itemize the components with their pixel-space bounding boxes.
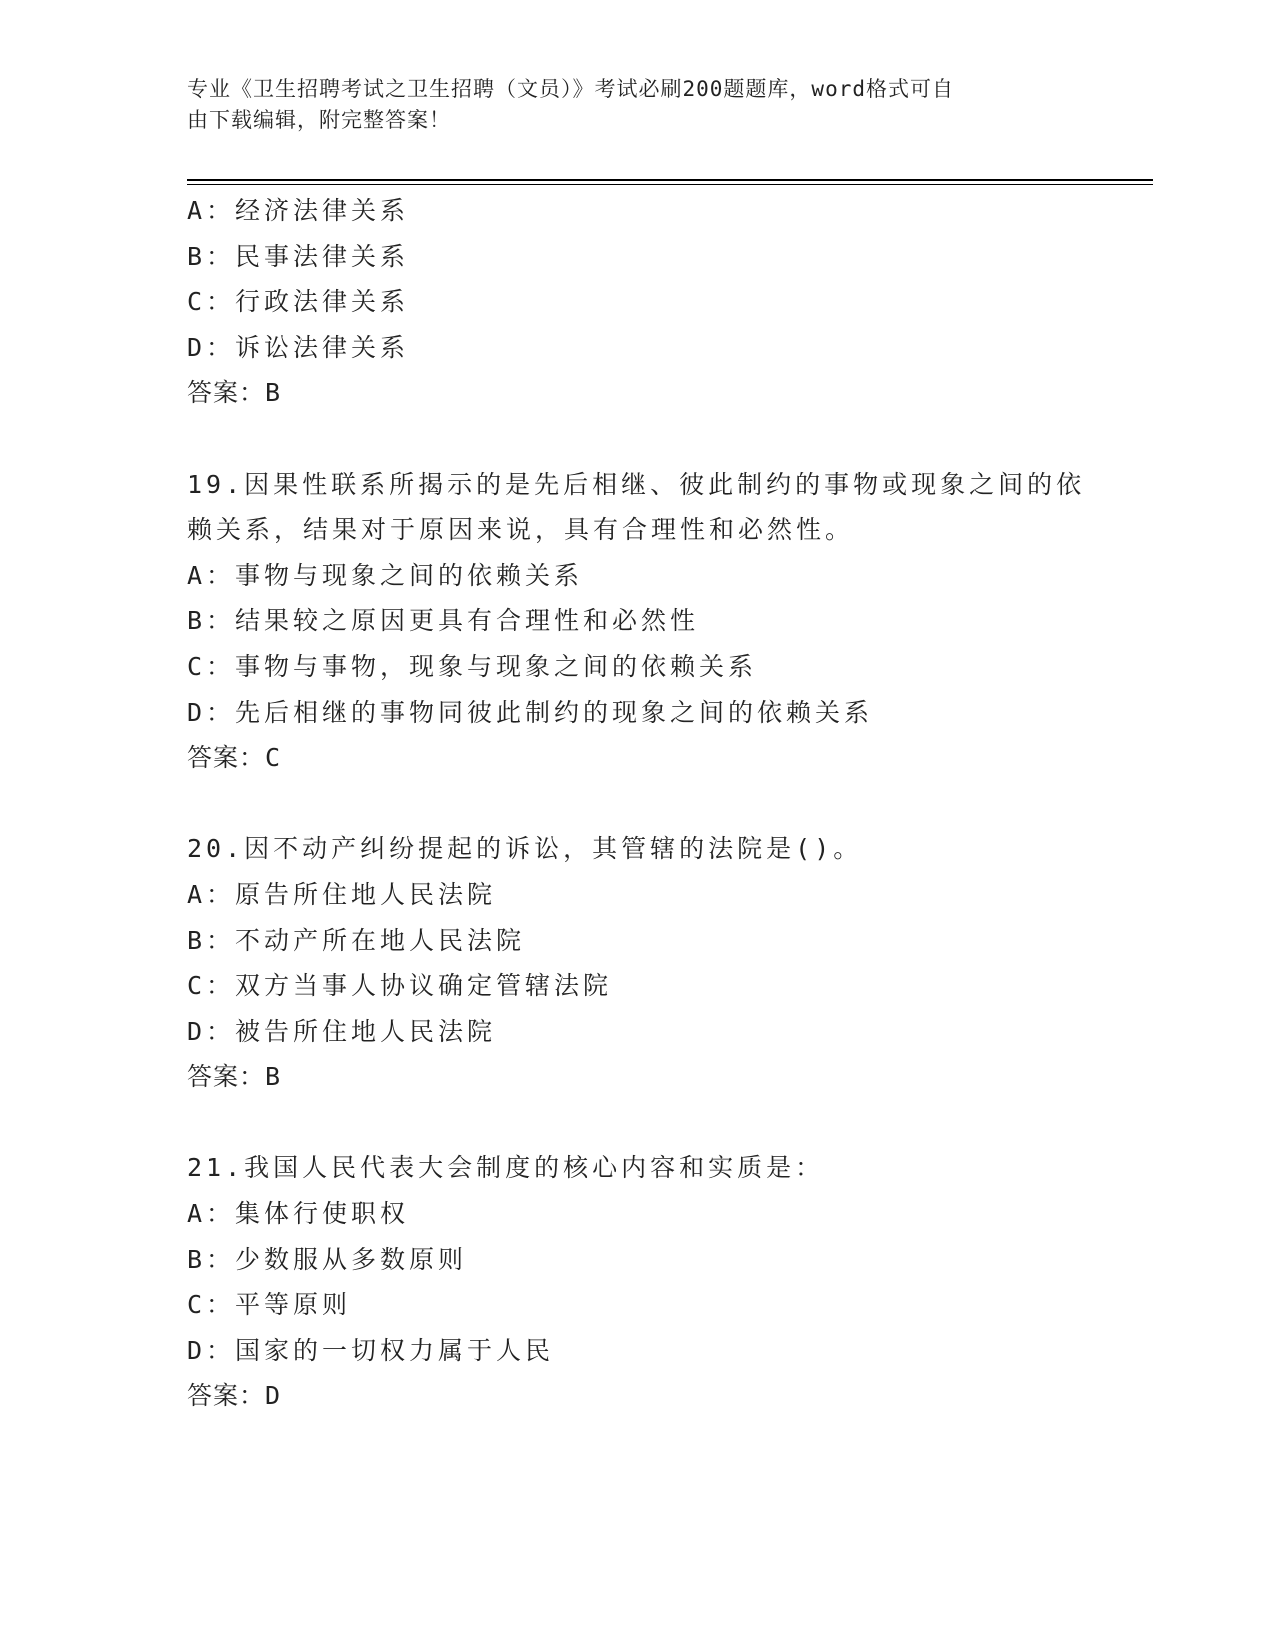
option-a: A：集体行使职权 [187,1199,410,1229]
option-c: C：平等原则 [187,1290,352,1320]
document-header [187,74,1067,136]
question-stem: 19.因果性联系所揭示的是先后相继、彼此制约的事物或现象之间的依 [187,469,1086,499]
option-b: B：少数服从多数原则 [187,1244,468,1274]
option-b: B：结果较之原因更具有合理性和必然性 [187,606,700,636]
option-b: B：不动产所在地人民法院 [187,925,526,955]
answer-line: 答案：D [187,1381,282,1411]
question-stem: 21.我国人民代表大会制度的核心内容和实质是： [187,1153,825,1183]
option-a: A：原告所住地人民法院 [187,879,497,909]
answer-line: 答案：B [187,1062,282,1092]
answer-line: 答案：B [187,378,282,408]
spacer [187,416,1087,462]
option-c: C：行政法律关系 [187,287,410,317]
option-a: A：经济法律关系 [187,196,410,225]
option-c: C：事物与事物，现象与现象之间的依赖关系 [187,651,758,681]
question-stem: 20.因不动产纠纷提起的诉讼，其管辖的法院是()。 [187,834,863,864]
question-19 [187,462,1087,781]
option-a: A：事物与现象之间的依赖关系 [187,560,584,590]
spacer [187,1100,1087,1146]
option-d: D：被告所住地人民法院 [187,1016,497,1046]
question-20 [187,826,1087,1100]
question-21 [187,1145,1087,1419]
option-c: C：双方当事人协议确定管辖法院 [187,971,613,1001]
spacer [187,781,1087,827]
question-list [187,188,1087,1419]
option-d: D：国家的一切权力属于人民 [187,1335,555,1365]
header-divider-thin [187,184,1153,185]
option-d: D：诉讼法律关系 [187,332,410,362]
option-d: D：先后相继的事物同彼此制约的现象之间的依赖关系 [187,697,874,727]
question-18-fragment [187,188,1087,416]
question-stem: 赖关系，结果对于原因来说，具有合理性和必然性。 [187,515,855,545]
header-line: 由下载编辑，附完整答案！ [187,108,451,132]
answer-line: 答案：C [187,743,282,773]
header-divider-thick [187,179,1153,181]
header-line: 专业《卫生招聘考试之卫生招聘（文员）》考试必刷200题题库，word格式可自 [187,77,954,101]
option-b: B：民事法律关系 [187,241,410,271]
